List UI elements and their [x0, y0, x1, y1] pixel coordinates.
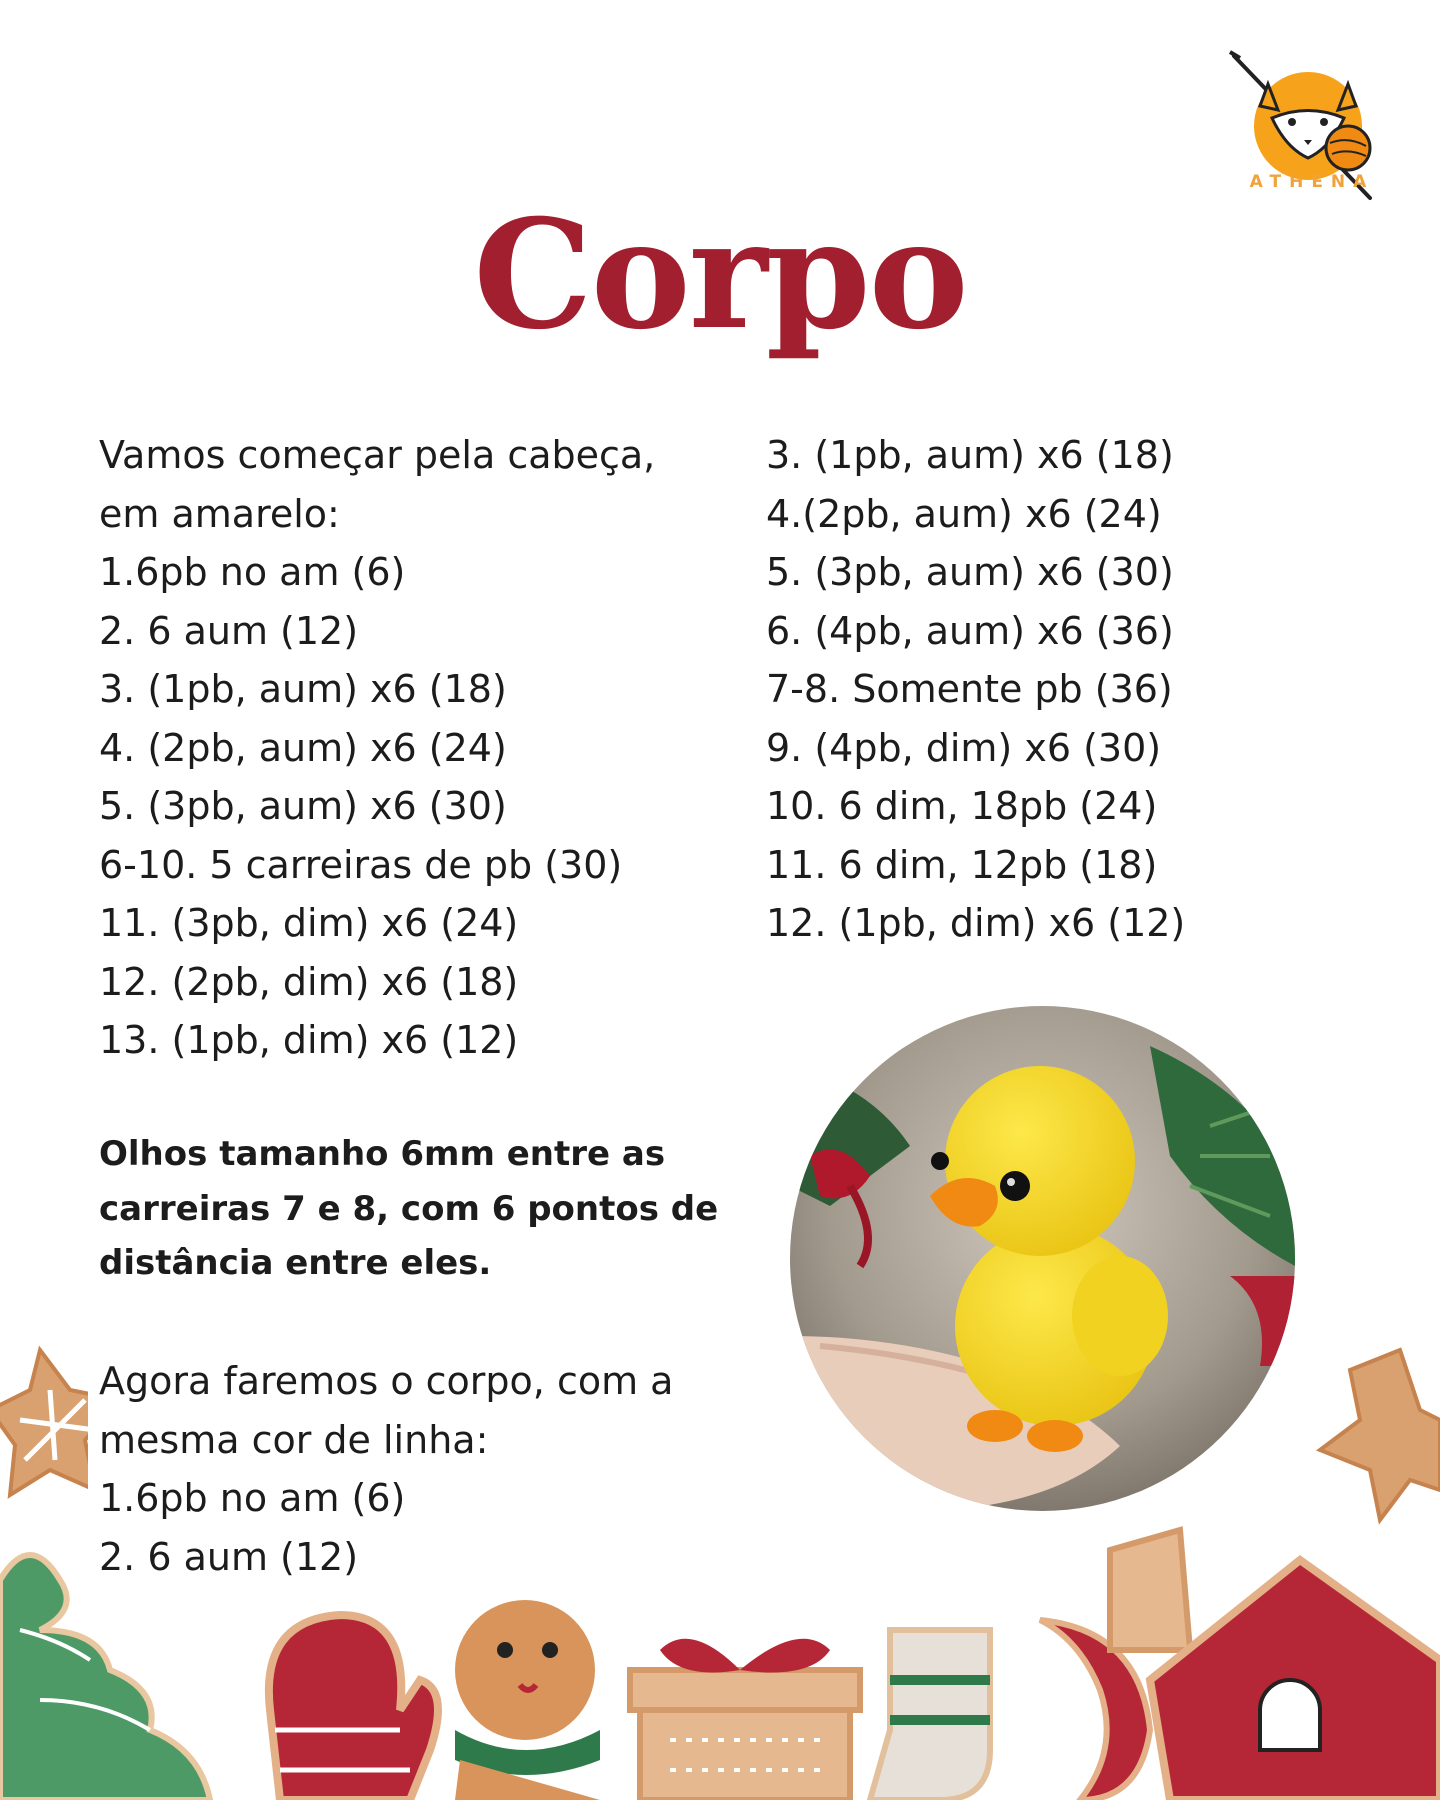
instruction-line: 5. (3pb, aum) x6 (30): [99, 784, 507, 828]
right-instructions: [766, 426, 1185, 953]
eyes-note: [99, 1127, 718, 1291]
instruction-line: 3. (1pb, aum) x6 (18): [766, 433, 1174, 477]
left-instructions: [99, 426, 655, 1070]
instruction-line: 5. (3pb, aum) x6 (30): [766, 550, 1174, 594]
instruction-line: 2. 6 aum (12): [99, 1534, 359, 1579]
instruction-line: Vamos começar pela cabeça,: [99, 433, 656, 477]
note-line: Olhos tamanho 6mm entre as: [99, 1134, 666, 1174]
note-line: distância entre eles.: [99, 1243, 492, 1283]
instruction-line: 4. (2pb, aum) x6 (24): [99, 725, 507, 770]
instruction-line: 12. (1pb, dim) x6 (12): [766, 901, 1186, 945]
instruction-line: 13. (1pb, dim) x6 (12): [99, 1018, 519, 1062]
instruction-line: 6. (4pb, aum) x6 (36): [766, 608, 1174, 653]
instruction-line: 4.(2pb, aum) x6 (24): [766, 491, 1162, 536]
note-line: carreiras 7 e 8, com 6 pontos de: [99, 1188, 719, 1229]
instruction-line: 10. 6 dim, 18pb (24): [766, 784, 1158, 828]
body-instructions: [99, 1352, 673, 1586]
instruction-line: 9. (4pb, dim) x6 (30): [766, 725, 1162, 770]
instruction-line: 6-10. 5 carreiras de pb (30): [99, 842, 623, 887]
instruction-line: 2. 6 aum (12): [99, 608, 359, 653]
brand-name: ATHENA: [1249, 172, 1375, 192]
instruction-line: 7-8. Somente pb (36): [766, 667, 1173, 711]
instruction-line: 11. 6 dim, 12pb (18): [766, 842, 1158, 887]
instruction-line: Agora faremos o corpo, com a: [99, 1359, 674, 1403]
instruction-line: em amarelo:: [99, 491, 340, 536]
instruction-line: 3. (1pb, aum) x6 (18): [99, 667, 507, 711]
instruction-line: 1.6pb no am (6): [99, 550, 406, 594]
instruction-line: 11. (3pb, dim) x6 (24): [99, 901, 519, 945]
instruction-line: 1.6pb no am (6): [99, 1476, 406, 1520]
page-title: Corpo: [473, 187, 967, 363]
instruction-line: 12. (2pb, dim) x6 (18): [99, 959, 519, 1004]
instruction-line: mesma cor de linha:: [99, 1417, 489, 1462]
